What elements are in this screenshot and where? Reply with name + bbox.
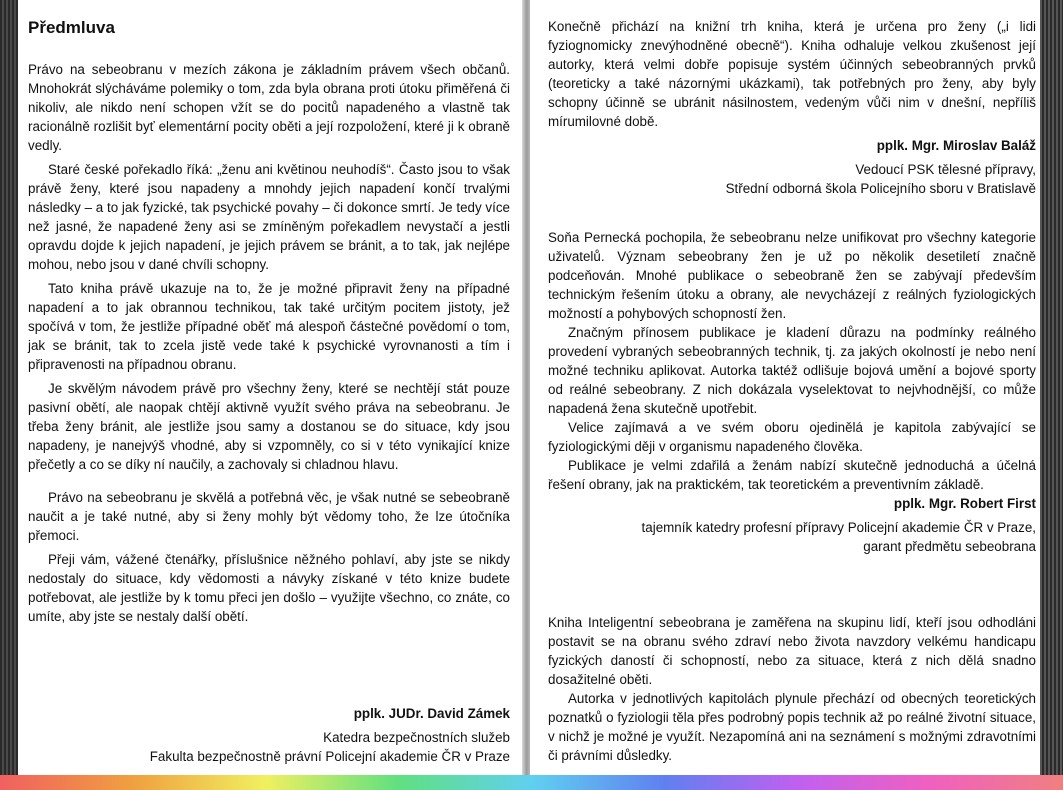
- right-page: [530, 0, 1040, 778]
- book-edge-right: [1040, 0, 1063, 790]
- paragraph: Je skvělým návodem právě pro všechny ženy, které se nechtějí stát pouze pasivní obětí, ale naopak chtějí aktivně využít svého práva na sebeobranu. Je třeba ženy bránit, ale jestliže jsou samy a dostanou se do situace, kdy jsou napadeny, je nanejvýš vhodné, aby si vzpomněly, co si v této vynikající knize přečetly a co se díky ní naučily, a zachovaly si chladnou hlavu.: [28, 381, 510, 472]
- paragraph: Právo na sebeobranu je skvělá a potřebná věc, je však nutné se sebeobraně naučit a je také nutné, aby si ženy mohly být vědomy toho, že lze útočníka přemoci.: [28, 490, 510, 543]
- page-title: Předmluva: [28, 18, 115, 37]
- right-text-column: [548, 17, 1036, 556]
- book-edge-left: [0, 0, 18, 790]
- paragraph: Přeji vám, vážené čtenářky, příslušnice něžného pohlaví, aby jste se nikdy nedostaly do situace, kdy vědomosti a návyky získané v této knize budete potřebovat, ale jestliže by k tomu přeci jen došlo – využijte všechno, co znáte, co umíte, aby jste se nestaly další obětí.: [28, 552, 510, 624]
- rainbow-strip: [0, 775, 1063, 790]
- paragraph: Velice zajímavá a ve svém oboru ojedinělá je kapitola zabývající se fyziologickými ději v organismu napadeného člověka.: [548, 420, 1036, 454]
- right-text-column-bottom: [548, 613, 1036, 765]
- signature-affiliation: tajemník katedry profesní přípravy Policejní akademie ČR v Praze,: [641, 520, 1036, 535]
- paragraph: Značným přínosem publikace je kladení důrazu na podmínky reálného provedení vybraných sebeobranných technik, tj. za jakých okolností je nebo není možné techniku aplikovat. Autorka taktéž odlišuje bojová umění a bojové sporty od reálné sebeobrany. Z nich dokázala vyselektovat to nejvhodnější, co může napadená žena skutečně upotřebit.: [548, 325, 1036, 416]
- signature-name: pplk. JUDr. David Zámek: [353, 706, 510, 721]
- signature-affiliation: garant předmětu sebeobrana: [863, 539, 1036, 554]
- signature-name: pplk. Mgr. Robert First: [893, 496, 1036, 511]
- paragraph: Právo na sebeobranu v mezích zákona je základním právem všech občanů. Mnohokrát slýcháváme polemiky o tom, zda byla obrana proti útoku přiměřená či nikoliv, ale nikdo není schopen vžít se do pocitů napadeného a vlastně tak racionálně rozlišit byť elementární pocity oběti a její rozpoložení, které ji k obraně vedly.: [28, 62, 510, 153]
- left-page: [18, 0, 523, 778]
- left-signature: [28, 704, 510, 766]
- signature-affiliation: Vedoucí PSK tělesné přípravy,: [855, 162, 1036, 177]
- signature-name: pplk. Mgr. Miroslav Baláž: [876, 138, 1036, 153]
- paragraph: Autorka v jednotlivých kapitolách plynule přechází od obecných teoretických poznatků o fyziologii těla přes podrobný popis technik až po reálné životní situace, v nichž je možné je využít. Nezapomíná ani na seznámení s možnými zdravotními či právními důsledky.: [548, 691, 1036, 763]
- signature-affiliation: Katedra bezpečnostních služeb: [323, 730, 510, 745]
- paragraph: Soňa Pernecká pochopila, že sebeobranu nelze unifikovat pro všechny kategorie uživatelů. Význam sebeobrany žen je už po několik desetiletí značně podceňován. Mnohé publikace o sebeobraně žen se zabývají především technickým řešením útoku a obrany, ale nevycházejí z reálných fyziologických možností a pohybových schopností žen.: [548, 230, 1036, 321]
- paragraph: Publikace je velmi zdařilá a ženám nabízí skutečně jednoduchá a účelná řešení obrany, jak na praktickém, tak teoretickém a preventivním základě.: [548, 458, 1036, 492]
- left-text-column: [28, 60, 510, 626]
- paragraph: Konečně přichází na knižní trh kniha, která je určena pro ženy („i lidi fyziognomicky znevýhodněné obecně“). Kniha odhaluje velkou zkušenost její autorky, která velmi dobře popisuje systém účinných sebeobranných prvků (teoreticky a také názornými ukázkami), tak potřebných pro ženy, aby byly schopny účinně se ubránit násilnostem, vedeným vůči nim v dnešní, nepříliš mírumilovné době.: [548, 19, 1036, 129]
- paragraph: Kniha Inteligentní sebeobrana je zaměřena na skupinu lidí, kteří jsou odhodláni postavit se na obranu svého zdraví nebo života navzdory velkému handicapu fyzických daností či schopností, nebo za situace, která z nich dělá snadno dosažitelné oběti.: [548, 615, 1036, 687]
- paragraph: Tato kniha právě ukazuje na to, že je možné připravit ženy na případné napadení a to jak obrannou technikou, tak také určitým pocitem jistoty, jež spočívá v tom, že jestliže případné oběť má alespoň částečné povědomí o tom, jak se bránit, tak to zcela jistě vede také k psychické vyrovnanosti a tím i připravenosti na případnou obranu.: [28, 281, 510, 372]
- signature-affiliation: Fakulta bezpečnostně právní Policejní akademie ČR v Praze: [149, 749, 510, 764]
- signature-affiliation: Střední odborná škola Policejního sboru v Bratislavě: [725, 181, 1036, 196]
- paragraph: Staré české pořekadlo říká: „ženu ani květinou neuhodíš“. Často jsou to však právě ženy, které jsou napadeny a mnohdy jejich napadení končí trvalými následky – a to jak fyzické, tak psychické povahy – či dokonce smrtí. Je tedy více než jasné, že napadené ženy asi se zmíněným pořekadlem nevystačí a jestli opravdu dojde k jejich napadení, je jejich právem se bránit, a to tak, jak nejlépe mohou, nebo jsou v dané chvíli schopny.: [28, 162, 510, 272]
